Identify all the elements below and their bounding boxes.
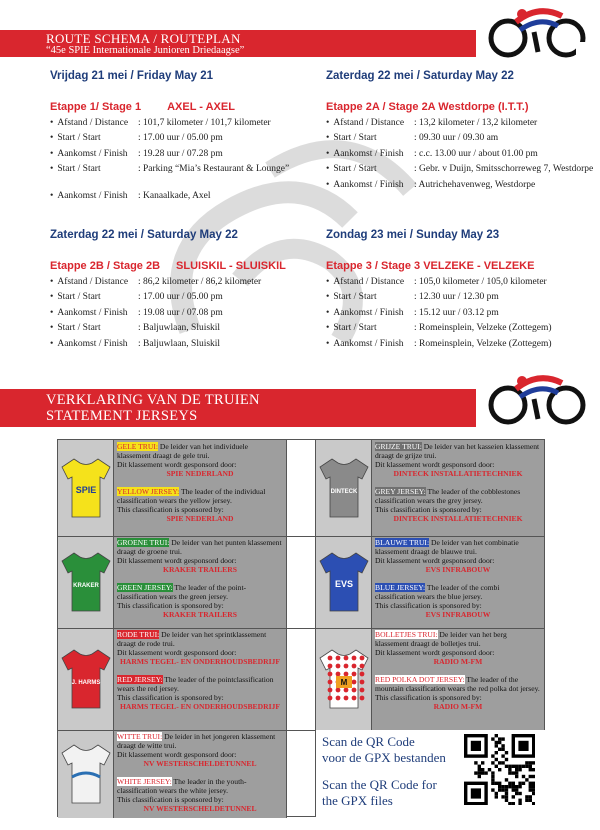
info-key: • Aankomst / Finish (50, 339, 138, 350)
info-key: • Afstand / Distance (326, 277, 414, 288)
info-value: : 15.12 uur / 03.12 pm (414, 307, 499, 318)
info-value: : 17.00 uur / 05.00 pm (138, 133, 223, 143)
info-row (50, 339, 322, 350)
svg-text:KRAKER: KRAKER (72, 583, 99, 589)
info-value: : 12.30 uur / 12.30 pm (414, 292, 499, 302)
info-key: • Start / Start (326, 292, 414, 303)
info-row (326, 118, 598, 129)
jersey-text-nl: De leider van het kasseien klassement draagt de grijze trui. (375, 442, 540, 460)
jersey-description (372, 628, 545, 730)
grey-jersey-image (316, 440, 372, 536)
white-jersey-image (58, 730, 114, 818)
info-value: : Romeinsplein, Velzeke (Zottegem) (414, 323, 552, 333)
jersey-description (114, 536, 287, 628)
info-row (50, 292, 322, 303)
jersey-text-nl: De leider van het punten klassement draagt de groene trui. (117, 538, 282, 556)
info-row (326, 180, 598, 191)
qr-instructions (322, 734, 446, 809)
info-key: • Afstand / Distance (50, 277, 138, 288)
sponsor-name-en: RADIO M-FM (433, 702, 483, 711)
jersey-heading-en: YELLOW JERSEY: (117, 487, 180, 496)
jersey-heading-en: WHITE JERSEY: (117, 777, 172, 786)
stage-heading (326, 101, 598, 113)
cyclist-logo (476, 363, 600, 429)
sponsor-name-en: HARMS TEGEL- EN ONDERHOUDSBEDRIJF (120, 702, 280, 711)
page-title: ROUTE SCHEMA / ROUTEPLAN (46, 31, 241, 46)
jersey-description (114, 628, 287, 730)
jersey-heading-en: GREY JERSEY: (375, 487, 426, 496)
info-row (326, 149, 598, 160)
sponsor-line-nl: Dit klassement wordt gesponsord door: (117, 648, 237, 657)
jersey-heading-nl: GROENE TRUI: (117, 538, 170, 547)
info-key: • Aankomst / Finish (326, 339, 414, 350)
info-value: : c.c. 13.00 uur / about 01.00 pm (414, 148, 538, 159)
sponsor-line-en: This classification is sponsored by: (375, 601, 482, 610)
info-key: • Aankomst / Finish (326, 308, 414, 319)
stage-heading (50, 101, 322, 113)
info-row (50, 149, 322, 160)
jersey-text-nl: De leider van het combinatie klassement draagt de blauwe trui. (375, 538, 519, 556)
jersey-cell-white (58, 730, 287, 818)
jersey-text-en: The leader of the cobblestones classification wears the grey jersey. (375, 487, 521, 505)
info-row (50, 118, 322, 129)
sponsor-line-nl: Dit klassement wordt gesponsord door: (117, 750, 237, 759)
jerseys-title-nl: VERKLARING VAN DE TRUIEN (46, 392, 260, 408)
sponsor-name-nl: KRAKER TRAILERS (163, 565, 237, 574)
jerseys-title-en: STATEMENT JERSEYS (46, 408, 198, 424)
sponsor-line-en: This classification is sponsored by: (375, 505, 482, 514)
day-heading: Zaterdag 22 mei / Saturday May 22 (326, 70, 514, 82)
day-heading: Vrijdag 21 mei / Friday May 21 (50, 70, 213, 82)
page-subtitle: “45e SPIE Internationale Junioren Driedaagse” (46, 45, 245, 56)
jersey-text-en: The leader of the mountain classification wears the red polka dot jersey. (375, 675, 540, 693)
jersey-cell-grey (316, 440, 545, 536)
stage-day-1 (50, 70, 322, 202)
info-value: : Autrichehavenweg, Westdorpe (414, 179, 536, 190)
qr-text-en-2: the GPX files (322, 793, 393, 808)
polka-dot-jersey-image (316, 628, 372, 730)
info-key: • Aankomst / Finish (50, 308, 138, 319)
jersey-heading-nl: RODE TRUI: (117, 630, 160, 639)
jersey-heading-en: RED JERSEY: (117, 675, 163, 684)
sponsor-line-en: This classification is sponsored by: (117, 795, 224, 804)
day-heading: Zaterdag 22 mei / Saturday May 22 (50, 229, 238, 241)
jersey-description (372, 440, 545, 536)
info-row (50, 277, 322, 288)
jersey-cell-polka-dot (316, 628, 545, 730)
stage-heading (50, 260, 322, 272)
jersey-description (372, 536, 545, 628)
green-jersey-image (58, 536, 114, 628)
jersey-heading-en: RED POLKA DOT JERSEY: (375, 675, 465, 684)
info-key: • Aankomst / Finish (326, 180, 414, 191)
jersey-heading-nl: BOLLETJES TRUI: (375, 630, 438, 639)
info-row (326, 323, 598, 334)
jersey-heading-nl: WITTE TRUI: (117, 732, 163, 741)
sponsor-line-en: This classification is sponsored by: (117, 601, 224, 610)
info-key: • Aankomst / Finish (50, 149, 138, 160)
qr-code[interactable] (464, 734, 535, 810)
jersey-text-en: The leader in the youth-classification wears the white jersey. (117, 777, 247, 795)
qr-text-nl-2: voor de GPX bestanden (322, 750, 446, 765)
info-value: : 09.30 uur / 09.30 am (414, 133, 499, 143)
info-key: • Start / Start (50, 133, 138, 144)
svg-text:DINTECK: DINTECK (330, 489, 357, 495)
sponsor-name-nl: NV WESTERSCHELDETUNNEL (143, 759, 257, 768)
sponsor-name-en: SPIE NEDERLAND (166, 514, 234, 523)
jersey-heading-nl: GRIJZE TRUI: (375, 442, 422, 451)
sponsor-name-en: NV WESTERSCHELDETUNNEL (143, 804, 257, 813)
info-row (50, 323, 322, 334)
info-value: : 13,2 kilometer / 13,2 kilometer (414, 117, 538, 128)
jersey-text-en: The leader of the point-classification wears the green jersey. (117, 583, 247, 601)
jersey-text-nl: De leider van het berg klassement draagt de bolletjes trui. (375, 630, 507, 648)
svg-text:M: M (340, 678, 347, 687)
info-row (50, 308, 322, 319)
info-key: • Start / Start (50, 164, 138, 175)
jersey-text-nl: De leider van het sprintklassement draagt de rode trui. (117, 630, 267, 648)
sponsor-line-nl: Dit klassement wordt gesponsord door: (117, 460, 237, 469)
jersey-text-en: The leader of the combi classification wears the blue jersey. (375, 583, 500, 601)
qr-text-en-1: Scan the QR Code for (322, 777, 437, 792)
info-key: • Start / Start (326, 133, 414, 144)
red-jersey-image (58, 628, 114, 730)
info-key: • Aankomst / Finish (50, 191, 138, 202)
jersey-cell-red (58, 628, 287, 730)
jersey-cell-green (58, 536, 287, 628)
info-value: : 105,0 kilometer / 105,0 kilometer (414, 276, 547, 287)
sponsor-name-en: KRAKER TRAILERS (163, 610, 237, 619)
info-value: : Gebr. v Duijn, Smitsschorreweg 7, Westdorpe (414, 164, 594, 174)
info-key: • Start / Start (326, 164, 414, 175)
info-key: • Start / Start (50, 323, 138, 334)
svg-text:J. HARMS: J. HARMS (71, 680, 100, 686)
jersey-heading-en: BLUE JERSEY: (375, 583, 426, 592)
sponsor-name-nl: SPIE NEDERLAND (166, 469, 234, 478)
sponsor-name-nl: HARMS TEGEL- EN ONDERHOUDSBEDRIJF (120, 657, 280, 666)
info-value: : Kanaalkade, Axel (138, 191, 211, 201)
stage-label: Etappe 3 / Stage 3 VELZEKE - VELZEKE (326, 260, 535, 272)
info-row (326, 292, 598, 303)
sponsor-line-nl: Dit klassement wordt gesponsord door: (375, 556, 495, 565)
table-row-divider (58, 628, 544, 629)
info-key: • Afstand / Distance (326, 118, 414, 129)
info-row (326, 133, 598, 144)
info-value: : 101,7 kilometer / 101,7 kilometer (138, 117, 271, 128)
sponsor-name-en: DINTECK INSTALLATIETECHNIEK (393, 514, 523, 523)
jerseys-table (57, 439, 545, 817)
day-heading: Zondag 23 mei / Sunday May 23 (326, 229, 500, 241)
stage-day-2b (50, 229, 322, 350)
yellow-jersey-image (58, 440, 114, 536)
info-row (50, 191, 322, 202)
jersey-description (114, 730, 287, 818)
info-value: : 17.00 uur / 05.00 pm (138, 292, 223, 302)
stage-day-2a (326, 70, 598, 191)
svg-text:EVS: EVS (334, 579, 353, 589)
sponsor-line-nl: Dit klassement wordt gesponsord door: (375, 460, 495, 469)
jersey-heading-nl: GELE TRUI: (117, 442, 158, 451)
sponsor-line-en: This classification is sponsored by: (117, 693, 224, 702)
stage-route: SLUISKIL - SLUISKIL (176, 260, 286, 272)
stage-label: Etappe 2B / Stage 2B (50, 260, 161, 272)
jersey-description (114, 440, 287, 536)
info-value: : Baljuwlaan, Sluiskil (138, 338, 221, 349)
jersey-cell-blue (316, 536, 545, 628)
qr-text-nl-1: Scan de QR Code (322, 734, 415, 749)
sponsor-name-nl: EVS INFRABOUW (425, 565, 491, 574)
jersey-text-nl: De leider in het jongeren klassement draagt de witte trui. (117, 732, 276, 750)
info-value: : 86,2 kilometer / 86,2 kilometer (138, 276, 262, 287)
sponsor-line-en: This classification is sponsored by: (117, 505, 224, 514)
sponsor-line-nl: Dit klassement wordt gesponsord door: (375, 648, 495, 657)
sponsor-name-en: EVS INFRABOUW (425, 610, 491, 619)
info-row (50, 164, 322, 175)
jersey-text-nl: De leider van het individuele klassement draagt de gele trui. (117, 442, 249, 460)
info-row (326, 339, 598, 350)
svg-text:SPIE: SPIE (75, 485, 96, 495)
stage-label: Etappe 1/ Stage 1 (50, 101, 142, 113)
info-key: • Start / Start (326, 323, 414, 334)
qr-cell (316, 730, 545, 818)
info-value: : 19.08 uur / 07.08 pm (138, 307, 223, 318)
stage-label: Etappe 2A / Stage 2A Westdorpe (I.T.T.) (326, 101, 529, 113)
jersey-cell-yellow (58, 440, 287, 536)
info-row (326, 277, 598, 288)
stage-route: AXEL - AXEL (167, 101, 235, 113)
info-key: • Start / Start (50, 292, 138, 303)
jersey-text-en: The leader of the individual classification wears the yellow jersey. (117, 487, 266, 505)
blue-jersey-image (316, 536, 372, 628)
info-row (326, 308, 598, 319)
sponsor-line-nl: Dit klassement wordt gesponsord door: (117, 556, 237, 565)
info-value: : 19.28 uur / 07.28 pm (138, 148, 223, 159)
stage-heading (326, 260, 598, 272)
cyclist-logo (476, 2, 600, 62)
info-key: • Aankomst / Finish (326, 149, 414, 160)
info-value: : Romeinsplein, Velzeke (Zottegem) (414, 338, 552, 349)
table-row-divider (58, 536, 544, 537)
info-value: : Parking “Mia’s Restaurant & Lounge” (138, 164, 290, 174)
stage-day-3 (326, 229, 598, 350)
jersey-text-en: The leader of the pointclassification wears the red jersey. (117, 675, 274, 693)
info-row (326, 164, 598, 175)
sponsor-name-nl: DINTECK INSTALLATIETECHNIEK (393, 469, 523, 478)
sponsor-line-en: This classification is sponsored by: (375, 693, 482, 702)
jersey-heading-nl: BLAUWE TRUI: (375, 538, 430, 547)
info-value: : Baljuwlaan, Sluiskil (138, 323, 221, 333)
jersey-heading-en: GREEN JERSEY: (117, 583, 173, 592)
sponsor-name-nl: RADIO M-FM (433, 657, 483, 666)
info-key: • Afstand / Distance (50, 118, 138, 129)
info-row (50, 133, 322, 144)
